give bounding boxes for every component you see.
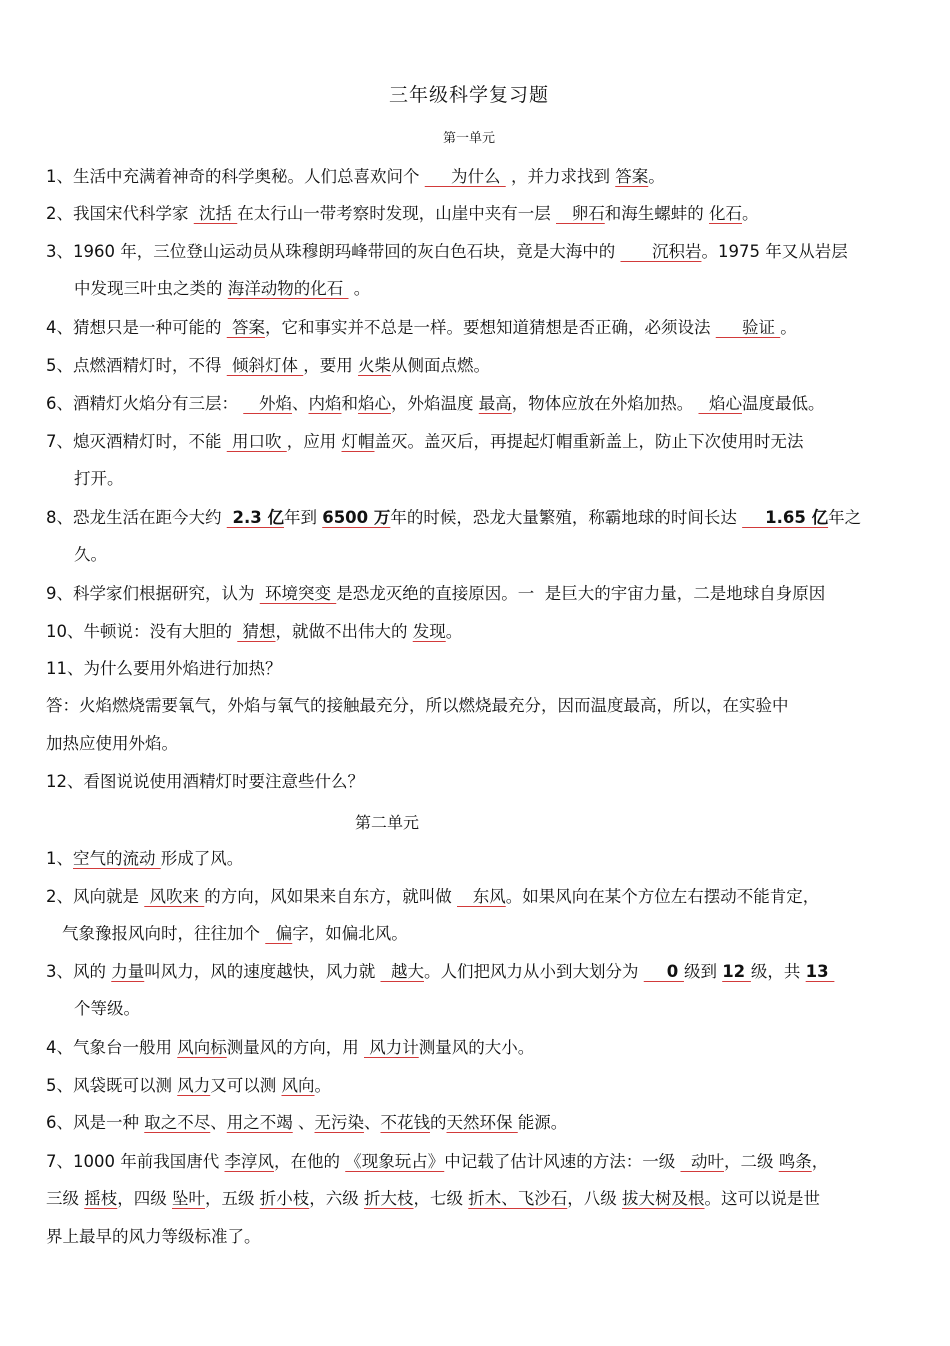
text-segment: 加热应使用外焰。 [46, 734, 178, 753]
text-segment: 级，共 [750, 962, 806, 981]
answer-blank: 不花钱 [380, 1113, 430, 1132]
text-segment: 又可以测 [210, 1076, 282, 1095]
text-segment: 。 [780, 318, 797, 337]
text-segment: 1、生活中充满着神奇的科学奥秘。人们总喜欢问个 [46, 167, 425, 186]
answer-blank: 化石 [709, 204, 742, 223]
text-segment: 从侧面点燃。 [391, 356, 490, 375]
answer-blank: 天然环保 [446, 1113, 518, 1132]
text-segment: 能源。 [517, 1113, 568, 1132]
text-segment: 在太行山一带考察时发现，山崖中夹有一层 [237, 204, 556, 223]
answer-blank: 李淳风 [224, 1152, 274, 1171]
answer-blank: 为什么 [424, 167, 506, 186]
text-segment: 测量风的方向，用 [226, 1038, 364, 1057]
text-segment: ，应用 [286, 432, 342, 451]
text-segment: 字，如偏北风。 [292, 924, 408, 943]
text-segment: 4、气象台一般用 [46, 1038, 178, 1057]
text-segment: 形成了风。 [160, 849, 244, 868]
text-line-m6 [46, 1112, 567, 1134]
text-segment: 。 [742, 204, 759, 223]
text-segment: ，外焰温度 [391, 394, 479, 413]
text-segment: ，要用 [303, 356, 358, 375]
text-segment: 界上最早的风力等级标准了。 [46, 1227, 261, 1246]
answer-blank: 13 [805, 962, 835, 981]
text-segment: 5、点燃酒精灯时，不得 [46, 356, 227, 375]
text-segment: 6、风是一种 [46, 1113, 145, 1132]
text-segment: 中发现三叶虫之类的 [74, 279, 228, 298]
text-line-l7b [74, 468, 124, 490]
text-segment: 、 [364, 1113, 381, 1132]
text-segment: 、 [292, 1113, 315, 1132]
answer-blank: 0 [643, 962, 684, 981]
answer-blank: 倾斜灯体 [226, 356, 304, 375]
answer-blank: 卵石 [556, 204, 605, 223]
answer-blank: 2.3 亿 [226, 508, 284, 527]
answer-blank: 折木、飞沙石 [468, 1189, 568, 1208]
text-segment: 6、酒精灯火焰分有三层： [46, 394, 244, 413]
text-segment: 年到 [283, 508, 323, 527]
text-segment: 5、风袋既可以测 [46, 1076, 178, 1095]
text-line-m2b [62, 923, 408, 945]
text-segment: 年之 [828, 508, 862, 527]
text-line-l8b [74, 544, 107, 566]
answer-blank: 内焰 [308, 394, 342, 413]
text-segment: ， [811, 1152, 829, 1171]
answer-blank: 灯帽 [341, 432, 375, 451]
text-segment: 、 [292, 394, 309, 413]
text-segment: 中记载了估计风速的方法：一级 [444, 1152, 681, 1171]
text-segment: 7、熄灭酒精灯时，不能 [46, 432, 227, 451]
text-line-m7b [46, 1188, 820, 1210]
text-segment: ，二级 [723, 1152, 779, 1171]
text-line-m5 [46, 1075, 331, 1097]
text-segment: ，物体应放在外焰加热。 [511, 394, 699, 413]
text-line-l3a [46, 241, 848, 263]
text-segment: 和 [341, 394, 358, 413]
answer-blank: 东风 [457, 887, 506, 906]
text-segment: ，在他的 [273, 1152, 346, 1171]
text-line-l1 [46, 166, 665, 188]
text-line-m3b [74, 998, 140, 1020]
text-segment: 11、为什么要用外焰进行加热？ [46, 659, 282, 678]
text-segment: ，它和事实并不总是一样。要想知道猜想是否正确，必须设法 [265, 318, 716, 337]
text-segment: 2、我国宋代科学家 [46, 204, 194, 223]
answer-blank: 取之不尽 [144, 1113, 211, 1132]
answer-blank: 沉积岩 [620, 242, 702, 261]
text-segment: 年的时候，恐龙大量繁殖，称霸地球的时间长达 [390, 508, 743, 527]
text-segment: 。 [648, 167, 665, 186]
text-line-l7a [46, 431, 804, 453]
text-line-m2a [46, 886, 819, 908]
text-line-l3b [74, 278, 370, 300]
answer-blank: 风吹来 [144, 887, 205, 906]
text-segment: 。如果风向在某个方位左右摆动不能肯定， [505, 887, 820, 906]
text-segment: 8、恐龙生活在距今大约 [46, 508, 227, 527]
text-line-l11a [46, 695, 789, 717]
text-segment: 气象豫报风向时，往往加个 [62, 924, 266, 943]
text-segment: ，五级 [205, 1189, 260, 1208]
answer-blank: 海洋动物的化石 [227, 279, 349, 298]
answer-blank: 《现象玩占》 [345, 1152, 445, 1171]
answer-blank: 最高 [478, 394, 512, 413]
text-segment: 7、1000 年前我国唐代 [46, 1152, 225, 1171]
text-segment: 。1975 年又从岩层 [701, 242, 848, 261]
text-segment: 12、看图说说使用酒精灯时要注意些什么？ [46, 772, 364, 791]
text-segment: 。 [314, 1076, 331, 1095]
text-segment: 9、科学家们根据研究，认为 [46, 584, 260, 603]
answer-blank: 焰心 [698, 394, 742, 413]
answer-blank: 风力 [177, 1076, 211, 1095]
text-line-m4 [46, 1037, 534, 1059]
answer-blank: 验证 [715, 318, 781, 337]
text-line-l9 [46, 583, 825, 605]
text-segment: 。 [445, 622, 463, 641]
text-segment: ，六级 [309, 1189, 364, 1208]
text-line-l10 [46, 621, 462, 643]
text-segment: 3、1960 年，三位登山运动员从珠穆朗玛峰带回的灰白色石块，竟是大海中的 [46, 242, 621, 261]
text-line-m3a [46, 961, 834, 983]
answer-blank: 1.65 亿 [742, 508, 829, 527]
text-segment: 温度最低。 [742, 394, 825, 413]
answer-blank: 越大 [380, 962, 424, 981]
unit1-heading: 第一单元 [442, 131, 495, 146]
text-segment: 4、猜想只是一种可能的 [46, 318, 227, 337]
text-segment: 三级 [46, 1189, 85, 1208]
answer-blank: 风向标 [177, 1038, 227, 1057]
text-line-l11 [46, 658, 282, 680]
text-line-l12 [46, 771, 364, 793]
text-segment: 。这可以说是世 [704, 1189, 820, 1208]
text-segment: ，四级 [117, 1189, 172, 1208]
answer-blank: 折小枝 [259, 1189, 310, 1208]
answer-blank: 答案 [226, 318, 265, 337]
text-segment: 的方向，风如果来自东方，就叫做 [204, 887, 457, 906]
text-segment: 叫风力，风的速度越快，风力就 [144, 962, 381, 981]
answer-blank: 火柴 [358, 356, 391, 375]
answer-blank: 鸣条 [778, 1152, 812, 1171]
answer-blank: 6500 万 [322, 508, 391, 527]
answer-blank: 用口吹 [226, 432, 287, 451]
text-line-l11b [46, 733, 178, 755]
text-segment: 打开。 [74, 469, 124, 488]
text-segment: 久。 [74, 545, 107, 564]
text-line-m1 [46, 848, 243, 870]
text-segment: 1、 [46, 849, 73, 868]
answer-blank: 风力计 [364, 1038, 419, 1057]
answer-blank: 力量 [111, 962, 145, 981]
text-segment: 2、风向就是 [46, 887, 145, 906]
text-segment: 。人们把风力从小到大划分为 [424, 962, 644, 981]
answer-blank: 偏 [265, 924, 293, 943]
answer-blank: 用之不竭 [226, 1113, 293, 1132]
answer-blank: 风向 [281, 1076, 315, 1095]
text-line-l2 [46, 203, 759, 225]
answer-blank: 发现 [412, 622, 446, 641]
text-segment: ，八级 [567, 1189, 622, 1208]
text-segment: 答：火焰燃烧需要氧气，外焰与氧气的接触最充分，所以燃烧最充分，因而温度最高，所以，在实验中 [46, 696, 789, 715]
answer-blank: 摇枝 [84, 1189, 118, 1208]
text-segment: 测量风的大小。 [418, 1038, 535, 1057]
text-segment: 个等级。 [74, 999, 140, 1018]
text-line-l6 [46, 393, 825, 415]
answer-blank: 焰心 [358, 394, 391, 413]
answer-blank: 无污染 [314, 1113, 364, 1132]
text-line-l4 [46, 317, 797, 339]
text-line-m7c [46, 1226, 261, 1248]
text-segment: 、 [210, 1113, 227, 1132]
text-segment: 10、牛顿说：没有大胆的 [46, 622, 238, 641]
answer-blank: 答案 [615, 167, 649, 186]
text-line-l8a [46, 507, 861, 529]
text-segment: 3、风的 [46, 962, 112, 981]
text-segment: ，并力求找到 [505, 167, 616, 186]
unit2-heading: 第二单元 [355, 813, 420, 832]
answer-blank: 空气的流动 [73, 849, 161, 868]
answer-blank: 环境突变 [259, 584, 337, 603]
text-segment: ，就做不出伟大的 [275, 622, 413, 641]
answer-blank: 沈括 [193, 204, 238, 223]
answer-blank: 坠叶 [172, 1189, 205, 1208]
page-title: 三年级科学复习题 [388, 84, 549, 106]
text-segment: ，七级 [413, 1189, 469, 1208]
answer-blank: 拔大树及根 [622, 1189, 705, 1208]
text-segment: 级到 [683, 962, 723, 981]
text-segment: 是恐龙灭绝的直接原因。一 是巨大的宇宙力量，二是地球自身原因 [336, 584, 826, 603]
text-segment: 盖灭。盖灭后，再提起灯帽重新盖上，防止下次使用时无法 [374, 432, 804, 451]
text-segment: 。 [348, 279, 371, 298]
answer-blank: 外焰 [243, 394, 292, 413]
text-segment: 的 [430, 1113, 447, 1132]
text-line-m7a [46, 1151, 828, 1173]
answer-blank: 折大枝 [364, 1189, 414, 1208]
answer-blank: 12 [722, 962, 751, 981]
text-line-l5 [46, 355, 490, 377]
text-segment: 和海生螺蚌的 [604, 204, 709, 223]
answer-blank: 动叶 [680, 1152, 724, 1171]
answer-blank: 猜想 [237, 622, 276, 641]
